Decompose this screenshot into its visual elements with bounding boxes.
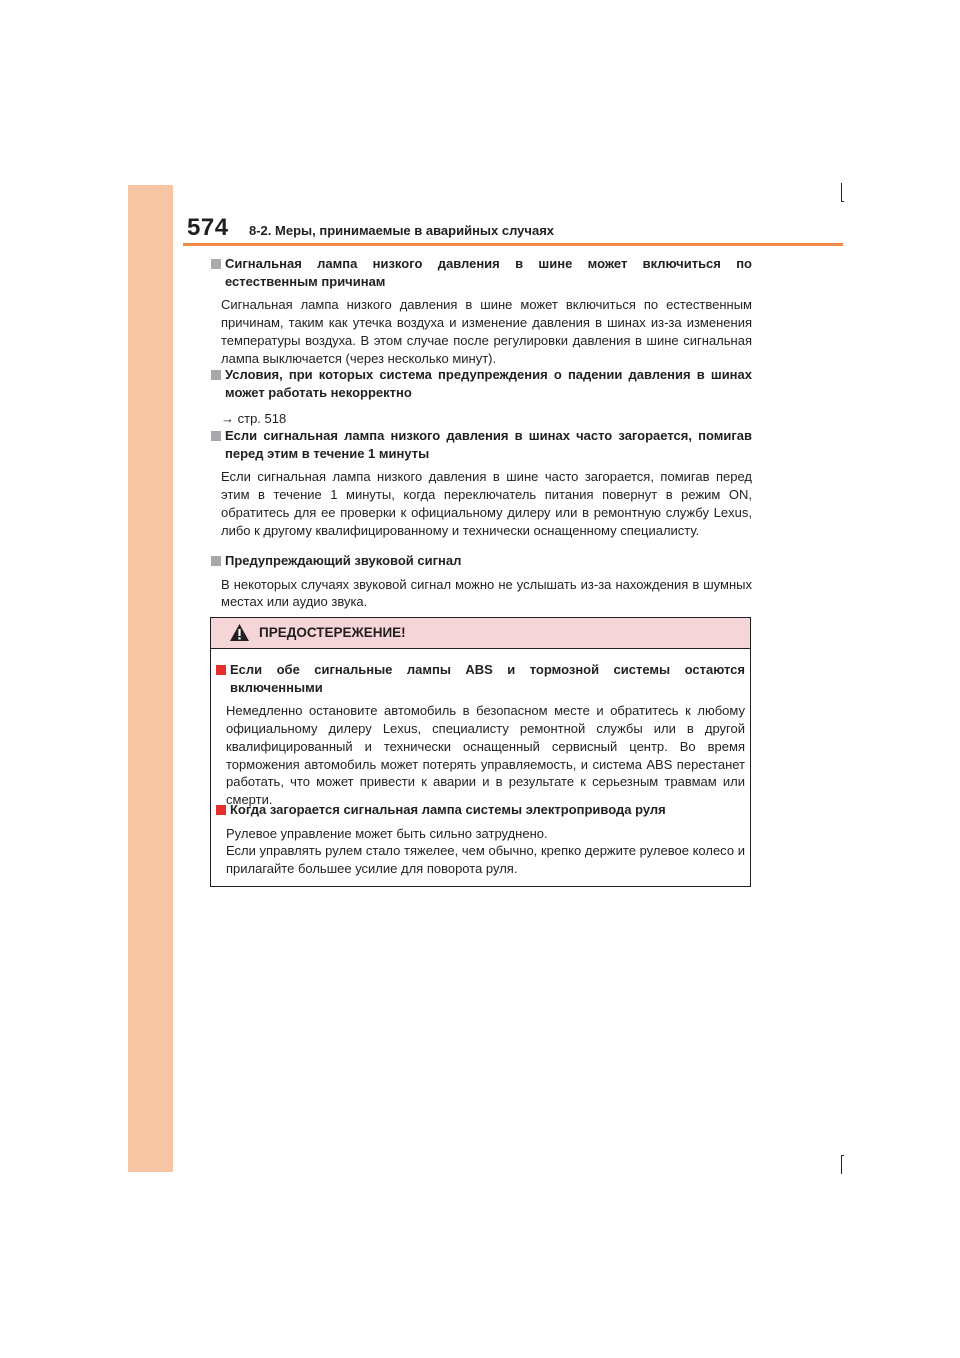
chapter-side-band bbox=[128, 185, 173, 1172]
caution-title: ПРЕДОСТЕРЕЖЕНИЕ! bbox=[259, 625, 406, 640]
warning-triangle-icon bbox=[229, 623, 250, 642]
square-bullet-icon bbox=[216, 665, 226, 675]
square-bullet-icon bbox=[211, 259, 221, 269]
caution-box bbox=[210, 617, 751, 887]
section-body: Сигнальная лампа низкого давления в шине может включиться по естественным причинам, таким как утечка воздуха и изменение давления в шинах из-за изменения температуры воздуха. В этом случае после регулировки давления в шине сигнальная лампа выключается (через несколько минут). bbox=[221, 297, 752, 366]
chapter-title: 8-2. Меры, принимаемые в аварийных случаях bbox=[249, 223, 555, 238]
caution-item-body: Немедленно остановите автомобиль в безопасном месте и обратитесь к любому официальному дилеру Lexus, специалисту ремонтной службы или в другой квалифицированный и технически оснащенный сервисный центр. Во время торможения автомобиль может потерять управляемость, и система ABS перестанет работать, что может привести к аварии и в результате к серьезным травмам или смерти. bbox=[226, 703, 745, 807]
section-heading: Предупреждающий звуковой сигнал bbox=[211, 552, 752, 570]
square-bullet-icon bbox=[211, 431, 221, 441]
header-rule bbox=[183, 243, 843, 246]
section-heading: Если сигнальная лампа низкого давления в шинах часто загорается, помигав перед этим в течение 1 минуты bbox=[211, 427, 752, 462]
page-number: 574 bbox=[187, 214, 229, 241]
section-body: Если сигнальная лампа низкого давления в шине часто загорается, помигав перед этим в течение 1 минуты, когда переключатель питания повернут в режим ON, обратитесь для ее проверки к официальному дилеру или в ремонтную службу Lexus, либо к другому квалифицированному и технически оснащенному специалисту. bbox=[221, 469, 752, 538]
page-reference: → стр. 518 bbox=[221, 411, 287, 427]
section-body: В некоторых случаях звуковой сигнал можно не услышать из-за нахождения в шумных местах или аудио звука. bbox=[221, 576, 752, 610]
square-bullet-icon bbox=[211, 556, 221, 566]
caution-item-abs bbox=[216, 661, 745, 809]
section-warning-buzzer bbox=[211, 552, 752, 611]
section-frequent-lamp bbox=[211, 427, 752, 539]
caution-item-steering bbox=[216, 801, 745, 878]
section-incorrect-operation bbox=[211, 366, 752, 428]
crop-mark-bottom bbox=[841, 1155, 842, 1174]
section-heading: Сигнальная лампа низкого давления в шине может включиться по естественным причинам bbox=[211, 255, 752, 290]
square-bullet-icon bbox=[211, 370, 221, 380]
crop-mark-top-foot bbox=[841, 201, 844, 202]
crop-mark-bottom-foot bbox=[841, 1155, 844, 1156]
crop-mark-top bbox=[841, 183, 842, 202]
caution-header bbox=[211, 618, 750, 649]
caution-item-body-line: Рулевое управление может быть сильно затруднено. bbox=[226, 825, 548, 841]
caution-item-body bbox=[216, 825, 745, 878]
section-natural-causes bbox=[211, 255, 752, 367]
caution-item-body-line: Если управлять рулем стало тяжелее, чем обычно, крепко держите рулевое колесо и прилагайте большее усилие для поворота руля. bbox=[226, 843, 745, 877]
caution-item-heading: Если обе сигнальные лампы ABS и тормозной системы остаются включенными bbox=[216, 661, 745, 696]
square-bullet-icon bbox=[216, 805, 226, 815]
caution-item-heading: Когда загорается сигнальная лампа системы электропривода руля bbox=[216, 801, 745, 819]
section-heading: Условия, при которых система предупреждения о падении давления в шинах может работать некорректно bbox=[211, 366, 752, 401]
